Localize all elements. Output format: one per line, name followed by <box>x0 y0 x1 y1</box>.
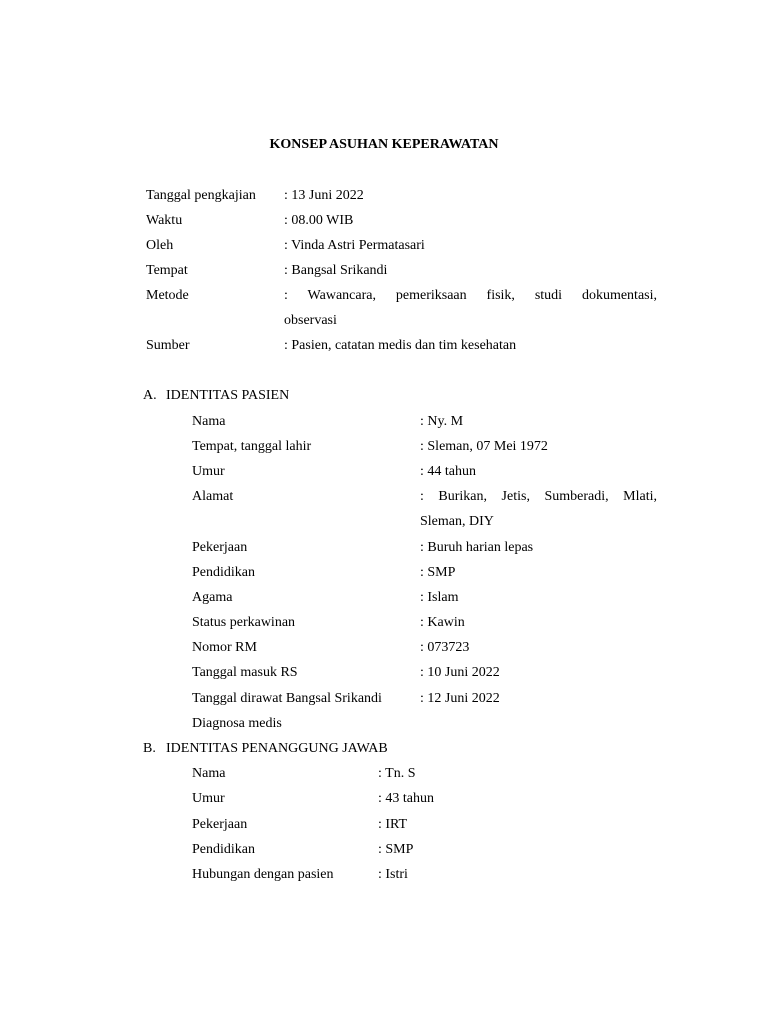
section-a-title: IDENTITAS PASIEN <box>166 388 290 403</box>
guardian-label-name: Nama <box>192 766 226 781</box>
info-value-method-cont: observasi <box>284 313 337 328</box>
info-label-method: Metode <box>146 288 189 303</box>
info-label-date: Tanggal pengkajian <box>146 188 256 203</box>
patient-label-marital: Status perkawinan <box>192 615 296 630</box>
patient-value-rm: : 073723 <box>420 640 470 655</box>
guardian-value-education: : SMP <box>378 842 414 857</box>
info-label-place: Tempat <box>146 263 188 278</box>
guardian-label-job: Pekerjaan <box>192 817 248 832</box>
guardian-label-education: Pendidikan <box>192 842 255 857</box>
guardian-label-relation: Hubungan dengan pasien <box>192 867 334 882</box>
section-a-letter: A. <box>143 388 157 403</box>
patient-label-education: Pendidikan <box>192 565 255 580</box>
info-value-time: : 08.00 WIB <box>284 213 354 228</box>
patient-label-age: Umur <box>192 464 225 479</box>
patient-value-age: : 44 tahun <box>420 464 476 479</box>
info-label-by: Oleh <box>146 238 174 253</box>
patient-value-job: : Buruh harian lepas <box>420 540 534 555</box>
patient-value-education: : SMP <box>420 565 456 580</box>
info-label-source: Sumber <box>146 338 190 353</box>
section-b-title: IDENTITAS PENANGGUNG JAWAB <box>166 741 388 756</box>
patient-value-address-cont: Sleman, DIY <box>420 514 494 529</box>
patient-label-job: Pekerjaan <box>192 540 248 555</box>
patient-label-diagnosis: Diagnosa medis <box>192 716 282 731</box>
patient-label-name: Nama <box>192 414 226 429</box>
patient-value-address: : Burikan, Jetis, Sumberadi, Mlati, <box>420 489 657 504</box>
guardian-value-age: : 43 tahun <box>378 791 434 806</box>
patient-value-birth: : Sleman, 07 Mei 1972 <box>420 439 548 454</box>
info-value-place: : Bangsal Srikandi <box>284 263 388 278</box>
patient-value-ward: : 12 Juni 2022 <box>420 691 500 706</box>
patient-label-rm: Nomor RM <box>192 640 257 655</box>
patient-value-name: : Ny. M <box>420 414 464 429</box>
patient-value-admit: : 10 Juni 2022 <box>420 665 500 680</box>
section-b-letter: B. <box>143 741 156 756</box>
patient-label-ward: Tanggal dirawat Bangsal Srikandi <box>192 691 382 706</box>
patient-label-address: Alamat <box>192 489 234 504</box>
patient-label-admit: Tanggal masuk RS <box>192 665 298 680</box>
guardian-label-age: Umur <box>192 791 225 806</box>
info-value-by: : Vinda Astri Permatasari <box>284 238 425 253</box>
patient-value-religion: : Islam <box>420 590 459 605</box>
guardian-value-relation: : Istri <box>378 867 408 882</box>
document-title: KONSEP ASUHAN KEPERAWATAN <box>269 137 499 152</box>
info-value-source: : Pasien, catatan medis dan tim kesehatan <box>284 338 517 353</box>
patient-label-birth: Tempat, tanggal lahir <box>192 439 312 454</box>
info-value-date: : 13 Juni 2022 <box>284 188 364 203</box>
guardian-value-name: : Tn. S <box>378 766 416 781</box>
info-label-time: Waktu <box>146 213 183 228</box>
guardian-value-job: : IRT <box>378 817 408 832</box>
patient-label-religion: Agama <box>192 590 233 605</box>
info-value-method: : Wawancara, pemeriksaan fisik, studi dokumentasi, <box>284 288 657 303</box>
patient-value-marital: : Kawin <box>420 615 465 630</box>
